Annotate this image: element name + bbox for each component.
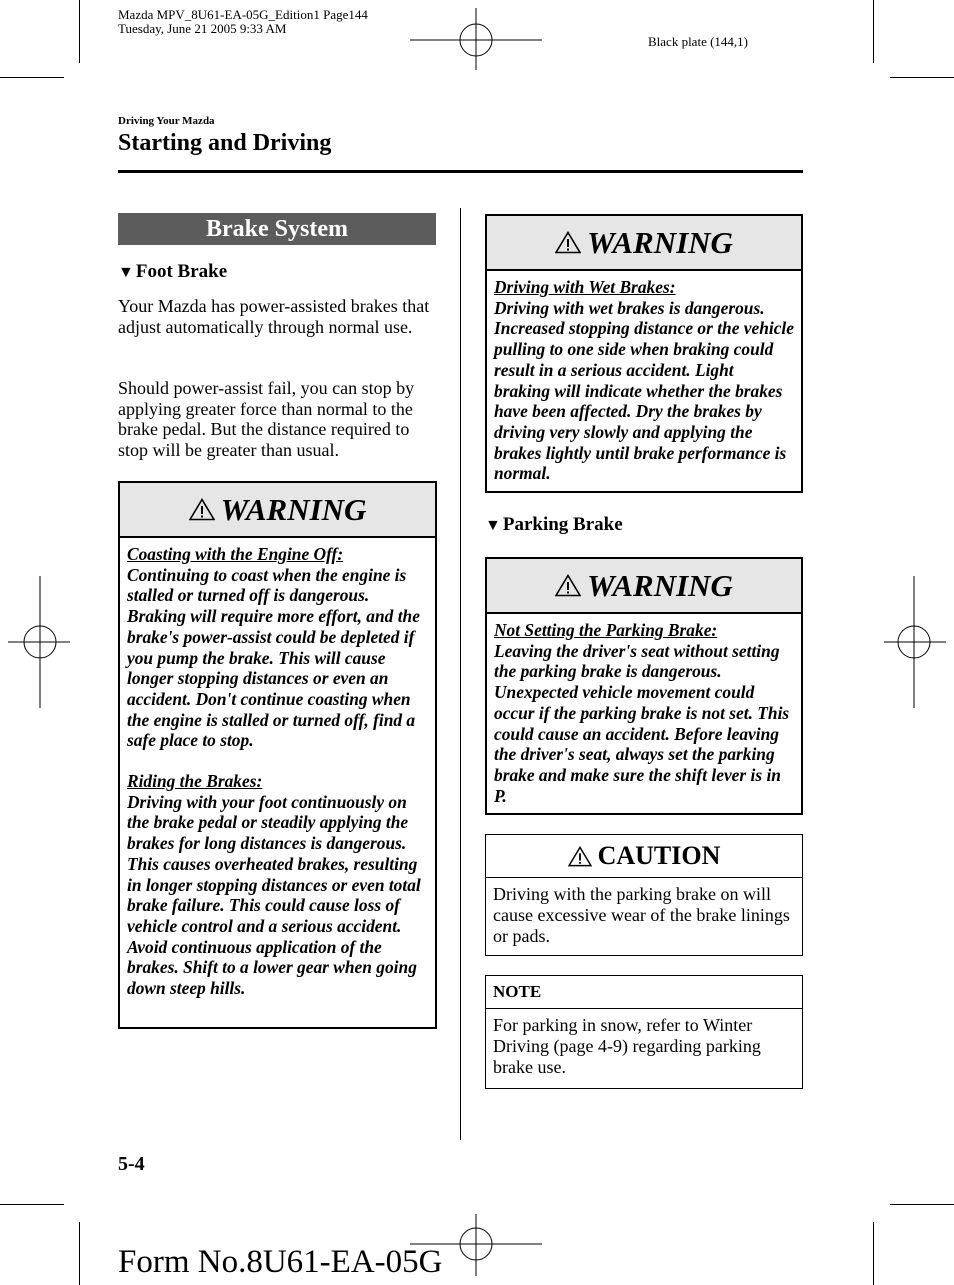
warning-item-text: Driving with wet brakes is dangerous. Increased stopping distance or the vehicle pulling to one side when braking could result in a serious accident. Light braking will indicate whether the brakes have been affected. Dry the brakes by driving very slowly and applying the brakes lightly until brake performance is normal.	[494, 297, 794, 484]
warning-body	[487, 614, 801, 812]
warning-item-title: Driving with Wet Brakes:	[494, 277, 676, 297]
down-triangle-icon: ▼	[485, 517, 501, 534]
warning-triangle-icon	[555, 574, 581, 597]
foot-brake-heading	[118, 261, 227, 283]
warning-title: WARNING	[220, 491, 367, 527]
warning-triangle-icon	[568, 846, 592, 867]
parking-brake-heading-text: Parking Brake	[502, 514, 623, 535]
warning-header	[487, 559, 801, 614]
caution-text: Driving with the parking brake on will cause excessive wear of the brake linings or pads.	[493, 884, 790, 946]
warning-body	[487, 271, 801, 490]
warning-item-title: Not Setting the Parking Brake:	[494, 620, 718, 640]
warning-triangle-icon	[555, 231, 581, 254]
registration-mark-left	[8, 576, 70, 708]
registration-mark-top	[410, 8, 542, 70]
warning-item-title: Coasting with the Engine Off:	[127, 544, 344, 564]
warning-header	[120, 483, 435, 538]
header-rule	[118, 170, 803, 173]
print-header-line1: Mazda MPV_8U61-EA-05G_Edition1 Page144	[118, 7, 368, 22]
plate-label: Black plate (144,1)	[648, 34, 748, 49]
warning-title: WARNING	[587, 567, 733, 603]
warning-box-foot-brake	[118, 481, 437, 1029]
paragraph-power-assist-fail: Should power-assist fail, you can stop by applying greater force than normal to the brake pedal. But the distance required to stop will be greater than usual.	[118, 378, 415, 460]
down-triangle-icon: ▼	[118, 264, 134, 281]
caution-title: CAUTION	[597, 841, 721, 870]
warning-item-text: Driving with your foot continuously on the brake pedal or steadily applying the brakes for long distances is dangerous. This causes overheated brakes, resulting in longer stopping distances or even total brake failure. This could cause loss of vehicle control and a serious accident. Avoid continuous application of the brakes. Shift to a lower gear when going down steep hills.	[127, 791, 421, 999]
print-header-line2: Tuesday, June 21 2005 9:33 AM	[118, 21, 287, 36]
warning-header	[487, 216, 801, 271]
warning-box-parking-brake	[485, 557, 803, 815]
warning-item-title: Riding the Brakes:	[127, 771, 263, 792]
paragraph-power-assist: Your Mazda has power-assisted brakes that adjust automatically through normal use.	[118, 296, 430, 337]
foot-brake-heading-text: Foot Brake	[135, 261, 228, 282]
chapter-title: Starting and Driving	[118, 130, 332, 156]
warning-triangle-icon	[189, 498, 215, 521]
caution-header	[486, 835, 802, 878]
warning-item-text: Continuing to coast when the engine is stalled or turned off is dangerous. Braking will require more effort, and the brake's power-assist could be depleted if you pump the brake. This will cause longer stopping distances or even an accident. Don't continue coasting when the engine is stalled or turned off, find a safe place to stop.	[127, 564, 420, 751]
page-number: 5-4	[118, 1153, 145, 1175]
warning-item-text: Leaving the driver's seat without setting the parking brake is dangerous. Unexpected vehicle movement could occur if the parking brake is not set. This could cause an accident. Before leaving the driver's seat, always set the parking brake and make sure the shift lever is in P.	[494, 640, 790, 806]
warning-title: WARNING	[587, 224, 733, 260]
section-label: Driving Your Mazda	[118, 115, 215, 127]
form-number: Form No.8U61-EA-05G	[118, 1244, 443, 1280]
column-divider	[460, 208, 461, 1140]
note-box	[485, 975, 803, 1089]
note-title: NOTE	[486, 976, 802, 1009]
caution-box	[485, 834, 803, 956]
section-banner: Brake System	[118, 213, 436, 245]
warning-body	[120, 538, 435, 1005]
print-header	[118, 8, 368, 36]
registration-mark-right	[884, 576, 946, 708]
parking-brake-heading	[485, 514, 623, 536]
note-text: For parking in snow, refer to Winter Driving (page 4-9) regarding parking brake use.	[493, 1015, 761, 1077]
warning-box-wet-brakes	[485, 214, 803, 493]
